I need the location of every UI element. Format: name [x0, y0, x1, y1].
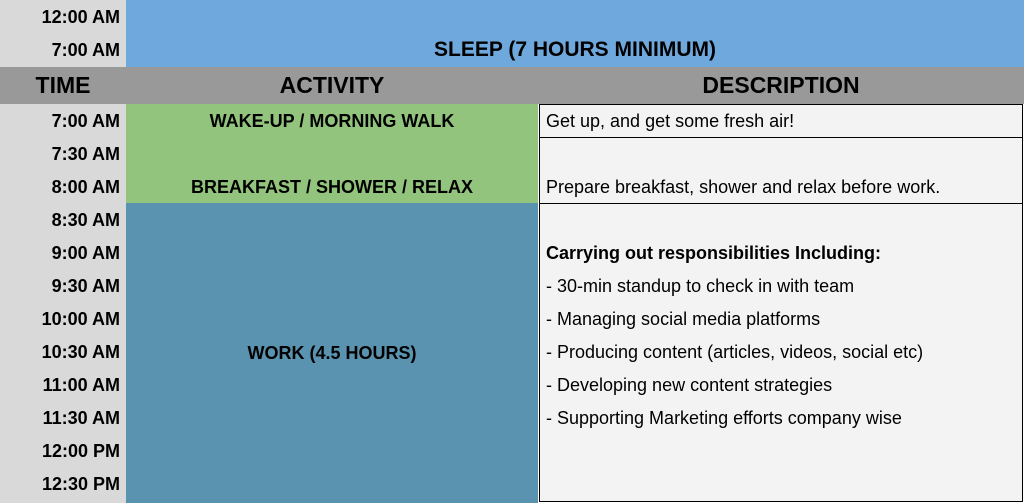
header-description: DESCRIPTION: [702, 72, 860, 98]
time-label: 7:00 AM: [51, 111, 120, 131]
sleep-label: SLEEP (7 HOURS MINIMUM): [434, 38, 716, 61]
description-breakfast: Prepare breakfast, shower and relax before work.: [546, 177, 941, 197]
time-label: 8:00 AM: [51, 177, 120, 197]
time-label: 7:30 AM: [51, 144, 120, 164]
header-time: TIME: [35, 72, 91, 98]
time-label: 11:30 AM: [42, 408, 120, 428]
time-label: 11:00 AM: [42, 375, 120, 395]
time-label: 12:00 PM: [41, 441, 120, 461]
activity-wake: WAKE-UP / MORNING WALK: [209, 111, 455, 131]
description-work-item: - Managing social media platforms: [546, 309, 821, 329]
description-work-item: - 30-min standup to check in with team: [546, 276, 855, 296]
time-label: 10:00 AM: [41, 309, 120, 329]
description-wake: Get up, and get some fresh air!: [546, 111, 795, 131]
time-label: 12:00 AM: [41, 7, 120, 27]
description-work-title: Carrying out responsibilities Including:: [546, 243, 882, 263]
time-label: 9:00 AM: [51, 243, 120, 263]
description-work-item: - Producing content (articles, videos, social etc): [546, 342, 924, 362]
description-work-item: - Developing new content strategies: [546, 375, 833, 395]
header-activity: ACTIVITY: [279, 72, 385, 98]
time-label: 12:30 PM: [41, 474, 120, 494]
description-work-item: - Supporting Marketing efforts company wise: [546, 408, 902, 428]
time-label: 9:30 AM: [51, 276, 120, 296]
time-label: 8:30 AM: [51, 210, 120, 230]
time-label: 7:00 AM: [51, 40, 120, 60]
activity-work: WORK (4.5 HOURS): [247, 343, 417, 363]
time-label: 10:30 AM: [41, 342, 120, 362]
activity-breakfast: BREAKFAST / SHOWER / RELAX: [190, 177, 473, 197]
